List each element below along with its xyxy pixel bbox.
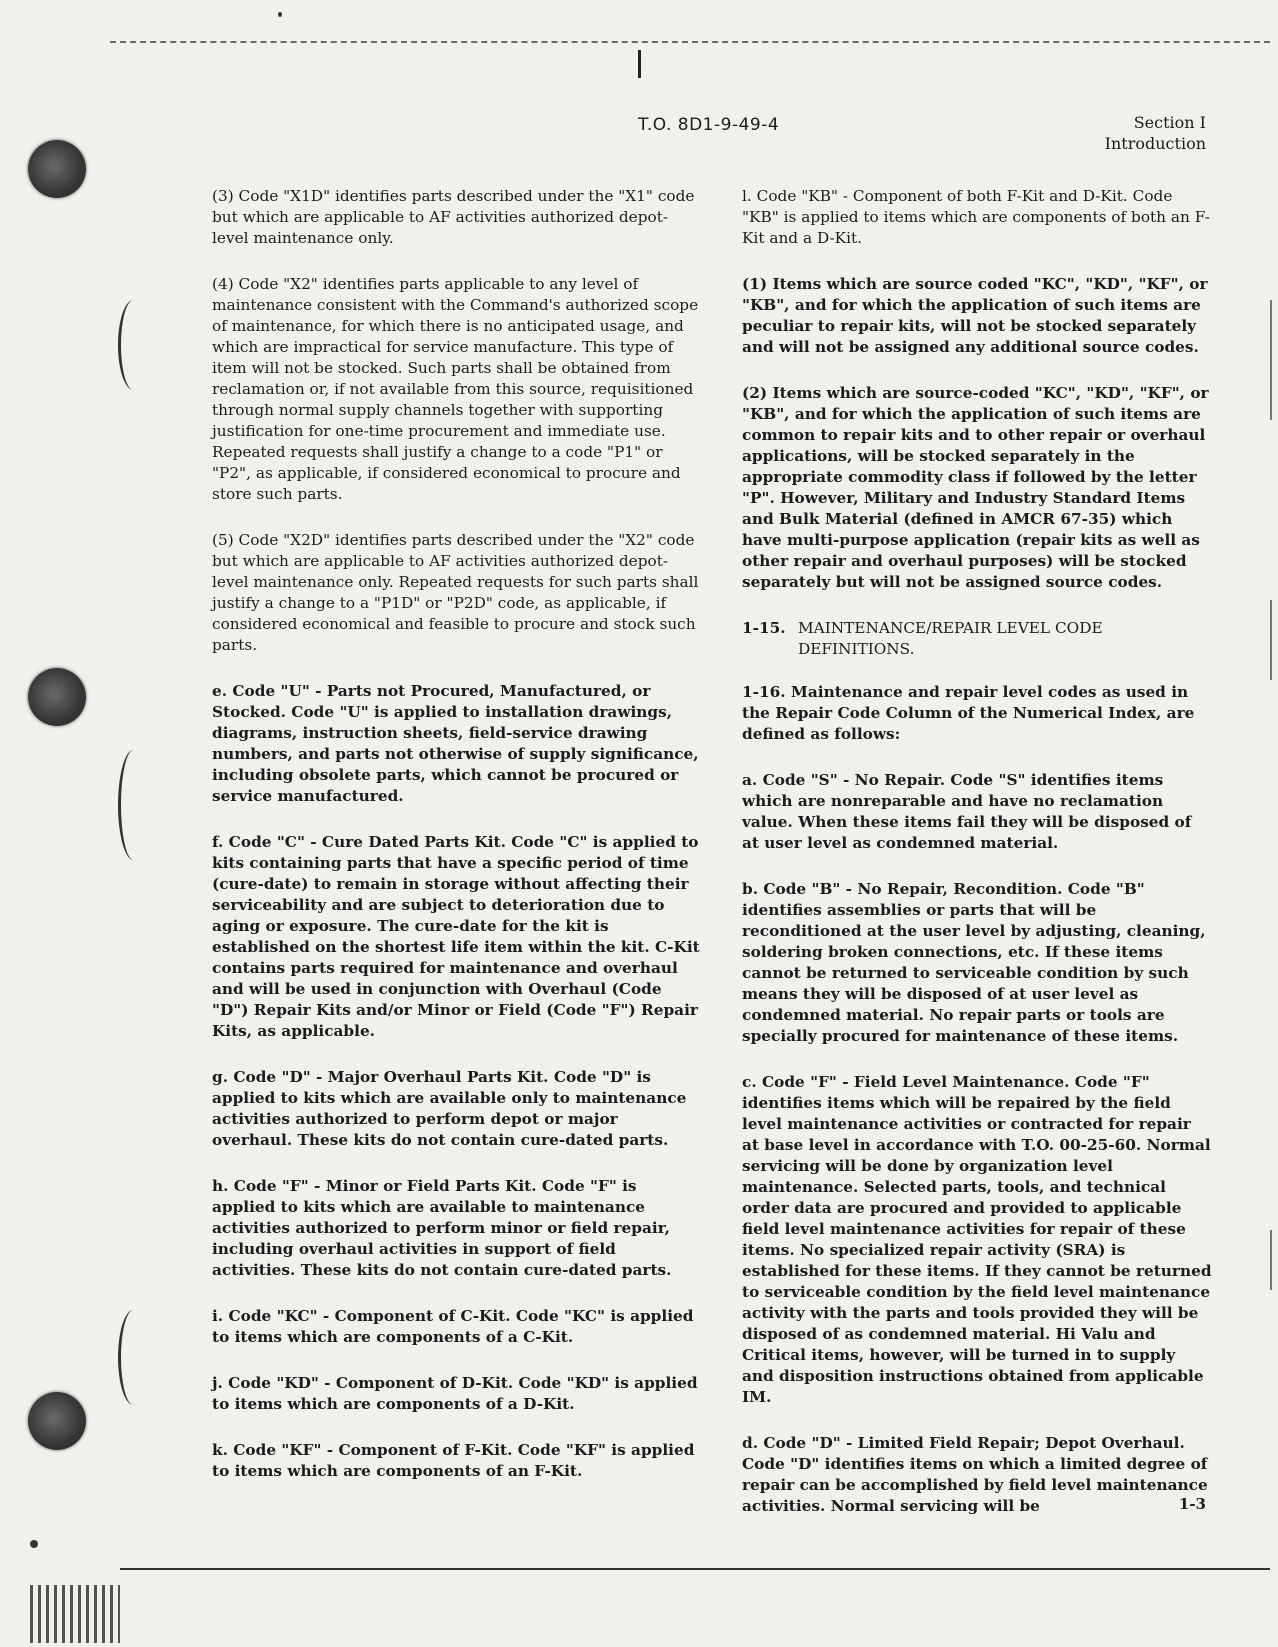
paragraph: (5) Code "X2D" identifies parts described under the "X2" code but which are applicable to AF activities authorized depot-level maintenance only. Repeated requests for such parts shall justify a change to a "P1D" or "P2D" code, as applicable, if considered economical and feasible to procure and stock such parts. [212, 531, 699, 654]
binder-hole-icon [28, 1392, 86, 1450]
right-edge-mark [1270, 1230, 1272, 1290]
paragraph: b. Code "B" - No Repair, Recondition. Code "B" identifies assemblies or parts that will be reconditioned at the user level by adjusting, cleaning, soldering broken connections, etc. If these items cannot be returned to serviceable condition by such means they will be disposed of at user level as condemned material. No repair parts or tools are specially procured for maintenance of these items. [742, 880, 1206, 1045]
margin-bracket-icon [118, 300, 149, 390]
to-number: T.O. 8D1-9-49-4 [638, 115, 780, 135]
binder-hole-icon [28, 140, 86, 198]
section-title: Introduction [1104, 134, 1206, 153]
bottom-scan-line [120, 1568, 1270, 1570]
page-number: 1-3 [1178, 1495, 1206, 1513]
paragraph: k. Code "KF" - Component of F-Kit. Code "KF" is applied to items which are components of an F-Kit. [212, 1441, 695, 1480]
scan-speck [30, 1540, 38, 1548]
paragraph: d. Code "D" - Limited Field Repair; Depot Overhaul. Code "D" identifies items on which a limited degree of repair can be accomplished by field level maintenance activities. Normal servicing will be [742, 1434, 1208, 1515]
heading-title: MAINTENANCE/REPAIR LEVEL CODE DEFINITIONS. [798, 619, 1103, 658]
scan-speck [278, 12, 282, 17]
section-heading [742, 618, 1212, 660]
paragraph: g. Code "D" - Major Overhaul Parts Kit. Code "D" is applied to kits which are available only to maintenance activities authorized to perform depot or major overhaul. These kits do not contain cure-dated parts. [212, 1068, 687, 1149]
left-column [212, 186, 700, 1507]
paragraph: (3) Code "X1D" identifies parts described under the "X1" code but which are applicable to AF activities authorized depot-level maintenance only. [212, 187, 695, 247]
paragraph: (2) Items which are source-coded "KC", "KD", "KF", or "KB", and for which the application of such items are common to repair kits and to other repair or overhaul applications, will be stocked separately in the appropriate commodity class if followed by the letter "P". However, Military and Industry Standard Items and Bulk Material (defined in AMCR 67-35) which have multi-purpose application (repair kits as well as other repair and overhaul purposes) will be stocked separately but will not be assigned source codes. [742, 384, 1209, 591]
paragraph: h. Code "F" - Minor or Field Parts Kit. Code "F" is applied to kits which are available to maintenance activities authorized to perform minor or field repair, including overhaul activities in support of field activities. These kits do not contain cure-dated parts. [212, 1177, 672, 1279]
paragraph: (4) Code "X2" identifies parts applicable to any level of maintenance consistent with the Command's authorized scope of maintenance, for which there is no anticipated usage, and which are impractical for service manufacture. This type of item will not be stocked. Such parts shall be obtained from reclamation or, if not available from this source, requisitioned through normal supply channels together with supporting justification for one-time procurement and immediate use. Repeated requests shall justify a change to a code "P1" or "P2", as applicable, if considered economical to procure and store such parts. [212, 275, 699, 503]
paragraph: c. Code "F" - Field Level Maintenance. Code "F" identifies items which will be repaired by the field level maintenance activities or contracted for repair at base level in accordance with T.O. 00-25-60. Normal servicing will be done by organization level maintenance. Selected parts, tools, and technical order data are procured and provided to applicable field level maintenance activities for repair of these items. No specialized repair activity (SRA) is established for these items. If they cannot be returned to serviceable condition by the field level maintenance activity with the parts and tools provided they will be disposed of as condemned material. Hi Valu and Critical items, however, will be turned in to supply and disposition instructions obtained from applicable IM. [742, 1073, 1212, 1406]
top-scan-line [110, 41, 1270, 43]
paragraph: (1) Items which are source coded "KC", "KD", "KF", or "KB", and for which the application of such items are peculiar to repair kits, will not be stocked separately and will not be assigned any additional source codes. [742, 275, 1208, 356]
heading-number: 1-15. [742, 619, 786, 637]
paragraph: j. Code "KD" - Component of D-Kit. Code "KD" is applied to items which are components of a D-Kit. [212, 1374, 698, 1413]
margin-bracket-icon [118, 1310, 149, 1405]
paragraph: a. Code "S" - No Repair. Code "S" identifies items which are nonreparable and have no reclamation value. When these items fail they will be disposed of at user level as condemned material. [742, 771, 1192, 852]
section-label [1105, 112, 1206, 154]
right-column [742, 186, 1212, 1542]
top-vertical-mark [638, 50, 641, 78]
margin-bracket-icon [118, 750, 149, 860]
right-edge-mark [1270, 300, 1272, 420]
paragraph: e. Code "U" - Parts not Procured, Manufactured, or Stocked. Code "U" is applied to installation drawings, diagrams, instruction sheets, field-service drawing numbers, and parts not otherwise of supply significance, including obsolete parts, which cannot be procured or service manufactured. [212, 682, 699, 805]
paragraph: i. Code "KC" - Component of C-Kit. Code "KC" is applied to items which are components of a C-Kit. [212, 1307, 694, 1346]
binder-hole-icon [28, 668, 86, 726]
scan-edge-ticks [30, 1585, 120, 1643]
right-edge-mark [1270, 600, 1272, 680]
paragraph: 1-16. Maintenance and repair level codes as used in the Repair Code Column of the Numerical Index, are defined as follows: [742, 683, 1195, 743]
paragraph: l. Code "KB" - Component of both F-Kit and D-Kit. Code "KB" is applied to items which are components of both an F-Kit and a D-Kit. [742, 187, 1210, 247]
paragraph: f. Code "C" - Cure Dated Parts Kit. Code "C" is applied to kits containing parts that have a specific period of time (cure-date) to remain in storage without affecting their serviceability and are subject to deterioration due to aging or exposure. The cure-date for the kit is established on the shortest life item within the kit. C-Kit contains parts required for maintenance and overhaul and will be used in conjunction with Overhaul (Code "D") Repair Kits and/or Minor or Field (Code "F") Repair Kits, as applicable. [212, 833, 700, 1040]
section-number: Section I [1133, 113, 1206, 132]
